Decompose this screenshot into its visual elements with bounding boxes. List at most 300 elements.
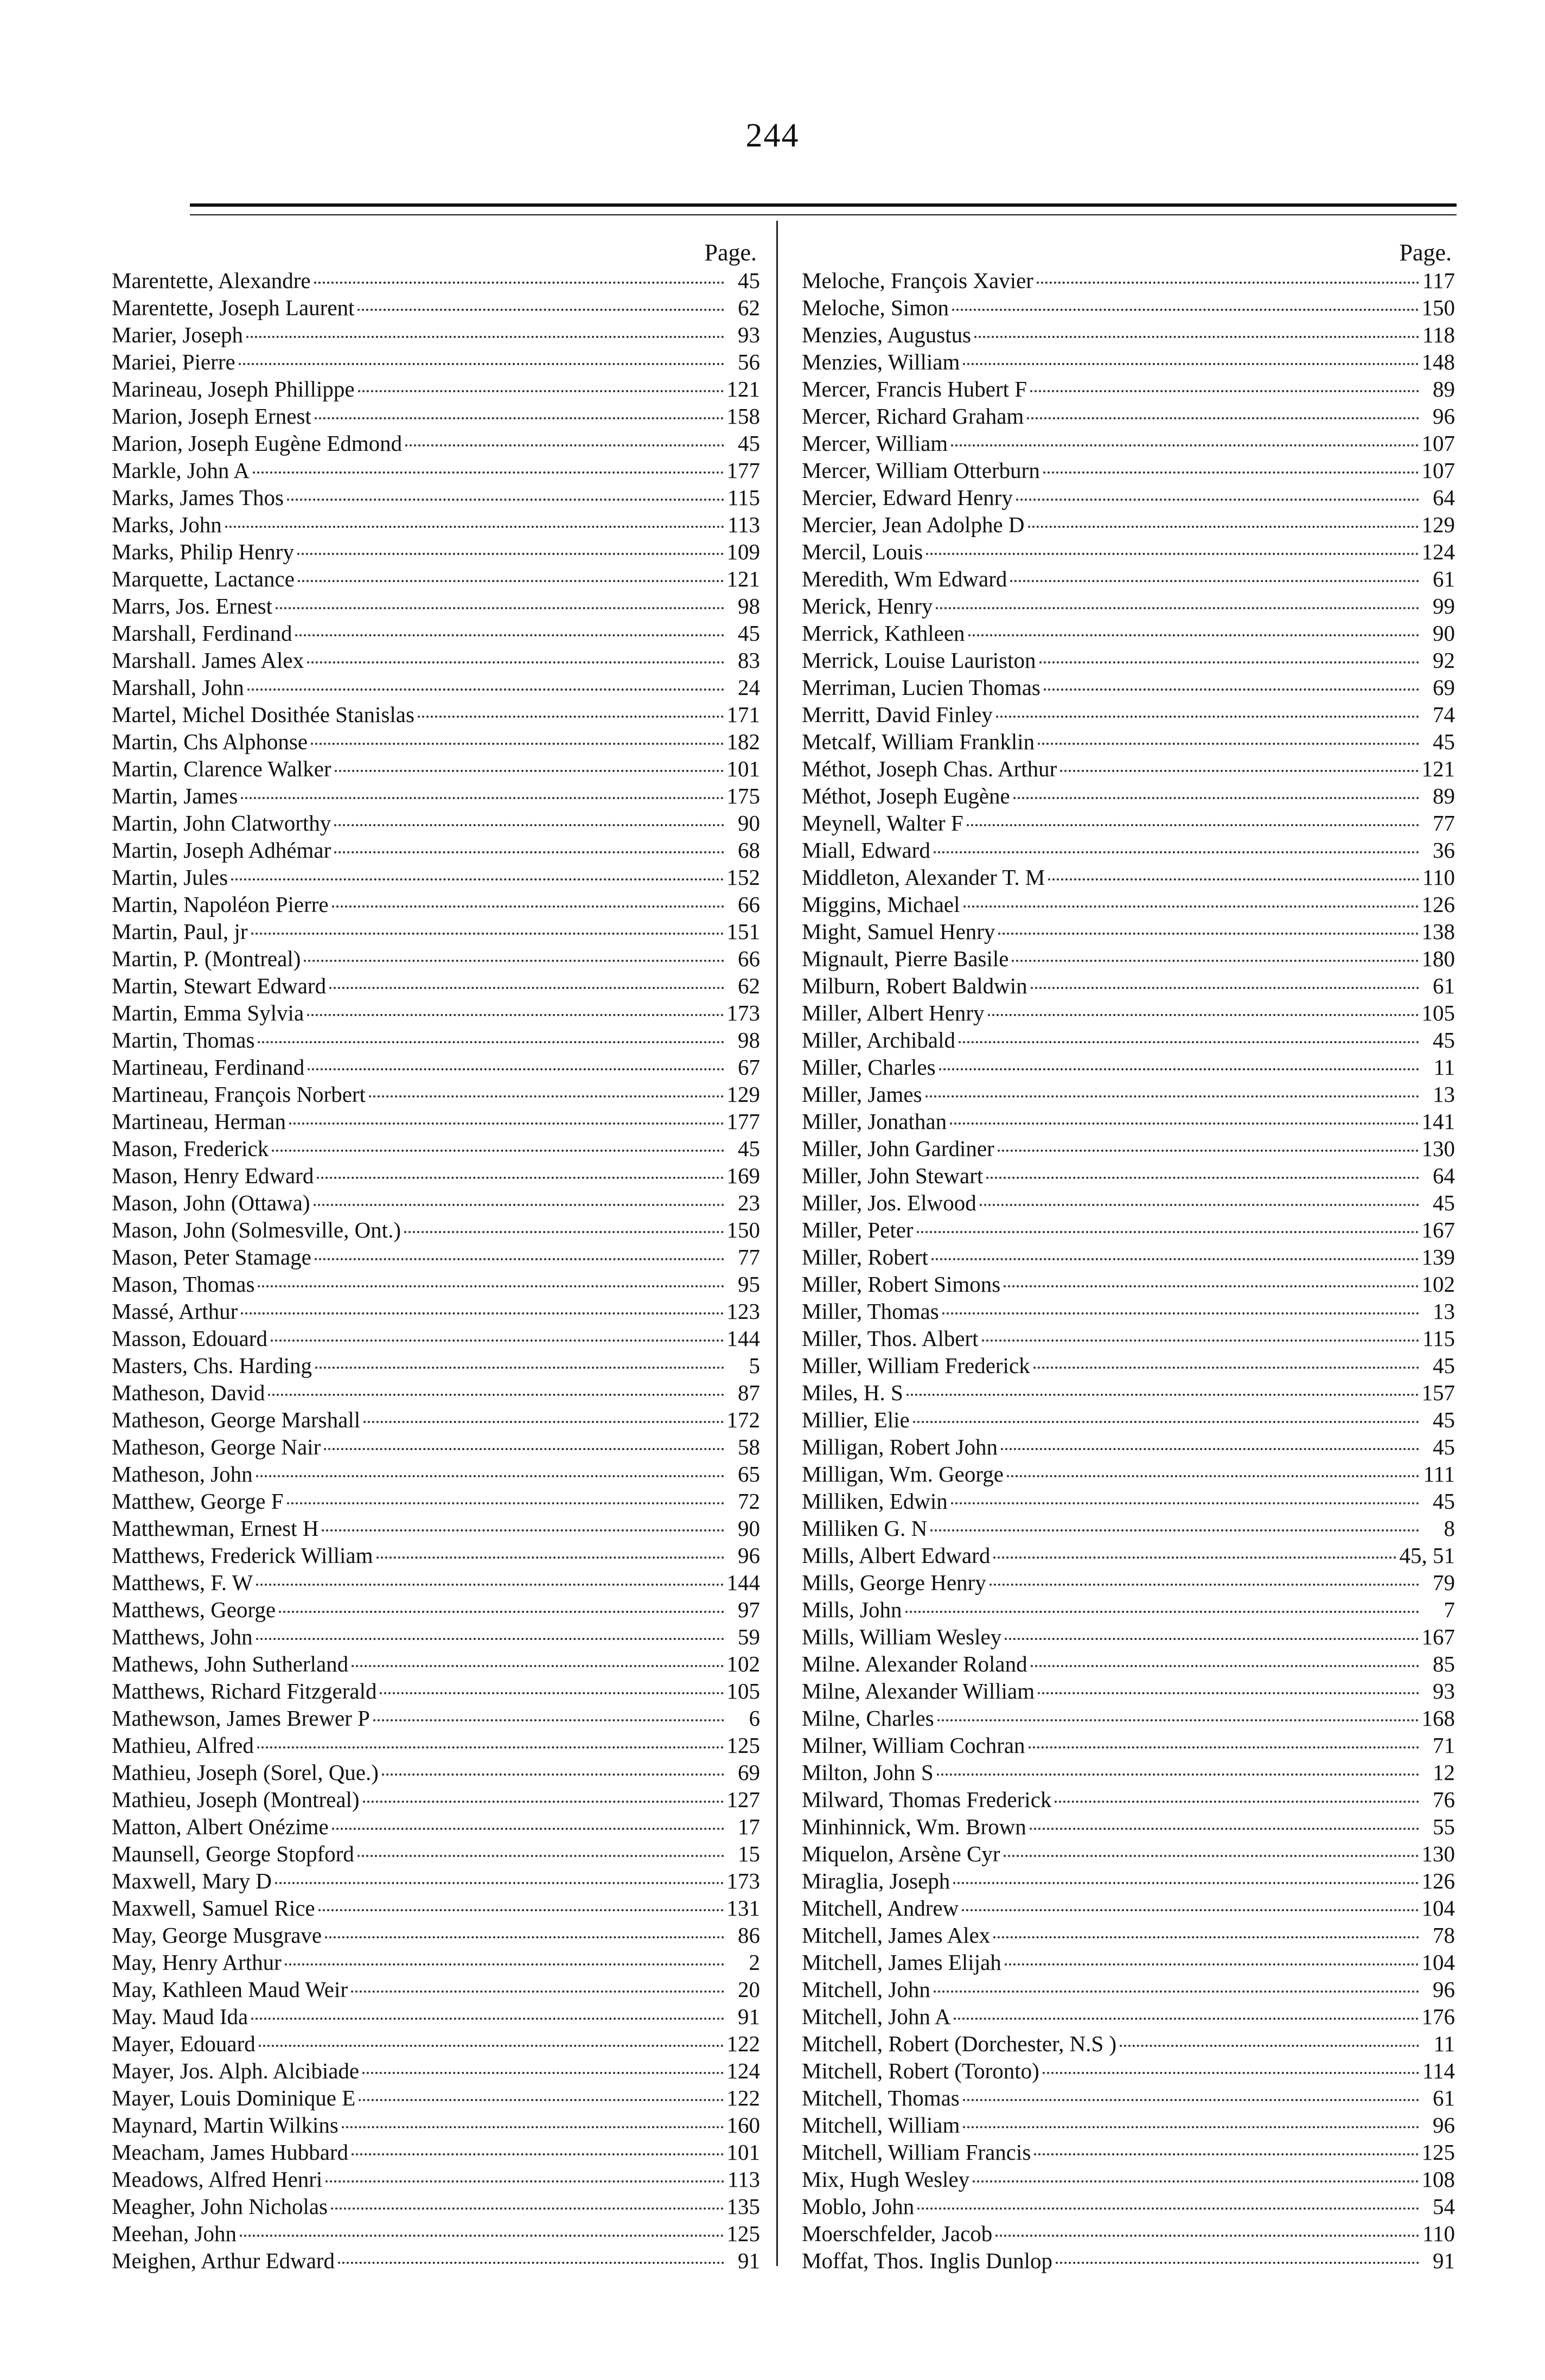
index-entry: [112, 294, 760, 321]
dot-leader: [988, 1014, 1419, 1016]
index-entry: [112, 2003, 760, 2030]
dot-leader: [225, 526, 724, 528]
entry-name: Martel, Michel Dosithée Stanislas: [112, 702, 414, 727]
entry-name: Meadows, Alfred Henri: [112, 2167, 323, 2192]
entry-page: 45: [1433, 1434, 1455, 1459]
index-entry: [802, 1325, 1455, 1352]
entry-page: 144: [726, 1326, 760, 1351]
index-entry: [112, 647, 760, 674]
dot-leader: [271, 1339, 724, 1342]
entry-name: Marion, Joseph Ernest: [112, 404, 311, 429]
entry-page: 114: [1422, 2058, 1455, 2083]
dot-leader: [241, 797, 723, 799]
entry-name: Minhinnick, Wm. Brown: [802, 1814, 1026, 1839]
index-entry: [802, 1189, 1455, 1216]
entry-page: 107: [1421, 431, 1455, 456]
entry-name: Martin, Emma Sylvia: [112, 1000, 304, 1025]
entry-name: Miller, John Stewart: [802, 1163, 984, 1188]
entry-name: Marks, John: [112, 512, 222, 537]
index-entry: [802, 1162, 1455, 1189]
entry-page: 167: [1421, 1217, 1455, 1242]
index-entry: [802, 1135, 1455, 1162]
entry-name: Matton, Albert Onézime: [112, 1814, 329, 1839]
index-entry: [802, 1271, 1455, 1298]
dot-leader: [968, 634, 1419, 636]
entry-name: Moblo, John: [802, 2194, 915, 2219]
index-entry: [112, 348, 760, 375]
entry-name: Matthews, Richard Fitzgerald: [112, 1679, 377, 1703]
dot-leader: [942, 1312, 1419, 1315]
entry-name: Mercier, Jean Adolphe D: [802, 512, 1025, 537]
entry-name: Mitchell, John A: [802, 2004, 951, 2029]
dot-leader: [1034, 2153, 1418, 2155]
dot-leader: [314, 282, 724, 284]
index-entry: [112, 1325, 760, 1352]
dot-leader: [995, 2235, 1419, 2237]
dot-leader: [905, 1611, 1419, 1613]
entry-page: 110: [1422, 865, 1455, 890]
entry-name: Mariei, Pierre: [112, 349, 235, 374]
index-entry: [112, 1596, 760, 1623]
entry-name: Marineau, Joseph Phillippe: [112, 377, 355, 401]
dot-leader: [331, 2207, 723, 2210]
index-entry: [112, 782, 760, 809]
index-entry: [112, 1623, 760, 1650]
entry-name: Matheson, David: [112, 1380, 265, 1405]
index-entry: [112, 403, 760, 430]
index-entry: [802, 2166, 1455, 2193]
dot-leader: [959, 1041, 1419, 1043]
index-entry: [802, 538, 1455, 565]
index-entry: [112, 1542, 760, 1569]
entry-page: 160: [726, 2113, 760, 2137]
index-entry: [802, 1406, 1455, 1433]
entry-page: 65: [738, 1462, 760, 1486]
index-entry: [112, 1813, 760, 1840]
dot-leader: [258, 1041, 724, 1043]
dot-leader: [993, 1556, 1396, 1559]
entry-name: Middleton, Alexander T. M: [802, 865, 1045, 890]
index-entry: [112, 1976, 760, 2003]
entry-page: 96: [1433, 2113, 1455, 2137]
entry-page: 89: [1433, 783, 1455, 808]
dot-leader: [352, 2153, 723, 2155]
entry-page: 129: [1421, 512, 1455, 537]
entry-page: 11: [1433, 2031, 1455, 2056]
entry-page: 124: [1421, 539, 1455, 564]
entry-page: 104: [1421, 1896, 1455, 1920]
index-entry: [112, 809, 760, 837]
entry-name: Meacham, James Hubbard: [112, 2140, 349, 2165]
right-index-list: [802, 267, 1455, 2274]
dot-leader: [1005, 1638, 1418, 1640]
entry-page: 93: [1433, 1679, 1455, 1703]
entry-page: 172: [726, 1407, 760, 1432]
entry-name: Mitchell, Thomas: [802, 2085, 960, 2110]
dot-leader: [1043, 471, 1419, 474]
dot-leader: [380, 1692, 723, 1694]
left-column: [112, 239, 760, 2274]
entry-page: 101: [726, 2140, 760, 2165]
entry-name: Martineau, François Norbert: [112, 1082, 366, 1107]
index-entry: [112, 1705, 760, 1732]
entry-page: 175: [726, 783, 760, 808]
index-entry: [112, 1406, 760, 1433]
index-entry: [802, 1650, 1455, 1677]
dot-leader: [996, 716, 1419, 718]
index-entry: [112, 620, 760, 647]
index-entry: [112, 267, 760, 294]
dot-leader: [1010, 580, 1419, 582]
dot-leader: [930, 1529, 1419, 1532]
dot-leader: [247, 688, 724, 691]
entry-name: Miller, William Frederick: [802, 1353, 1030, 1378]
entry-name: Mercer, Richard Graham: [802, 404, 1024, 429]
header-rule-thin: [190, 214, 1457, 215]
index-entry: [802, 403, 1455, 430]
index-entry: [112, 2030, 760, 2057]
entry-page: 95: [738, 1272, 760, 1297]
entry-page: 92: [1433, 648, 1455, 673]
entry-name: Matheson, George Nair: [112, 1434, 321, 1459]
index-entry: [112, 1108, 760, 1135]
entry-page: 171: [726, 702, 760, 727]
entry-name: Mix, Hugh Wesley: [802, 2167, 970, 2192]
entry-name: Mayer, Jos. Alph. Alcibiade: [112, 2058, 360, 2083]
entry-name: Miggins, Michael: [802, 892, 960, 917]
entry-name: Mayer, Edouard: [112, 2031, 256, 2056]
entry-name: Martin, P. (Montreal): [112, 946, 301, 971]
dot-leader: [272, 1150, 724, 1152]
entry-name: May. Maud Ida: [112, 2004, 248, 2029]
entry-name: Miller, Thos. Albert: [802, 1326, 979, 1351]
index-entry: [112, 1732, 760, 1759]
index-entry: [112, 837, 760, 864]
entry-page: 98: [738, 594, 760, 618]
entry-name: Meagher, John Nicholas: [112, 2194, 328, 2219]
index-entry: [802, 918, 1455, 945]
dot-leader: [1004, 1285, 1418, 1287]
entry-page: 7: [1444, 1597, 1455, 1622]
index-entry: [802, 891, 1455, 918]
entry-page: 118: [1422, 322, 1455, 347]
entry-name: Marentette, Alexandre: [112, 268, 311, 293]
entry-name: Mitchell, Robert (Toronto): [802, 2058, 1039, 2083]
dot-leader: [1007, 1475, 1419, 1477]
dot-leader: [982, 1339, 1419, 1342]
dot-leader: [993, 1936, 1419, 1938]
dot-leader: [925, 1095, 1419, 1098]
entry-name: Milne, Charles: [802, 1706, 934, 1731]
entry-page: 113: [727, 2167, 760, 2192]
entry-name: Mason, Thomas: [112, 1272, 255, 1297]
index-entry: [802, 592, 1455, 620]
index-entry: [802, 1243, 1455, 1271]
dot-leader: [980, 1204, 1419, 1206]
entry-name: Milligan, Wm. George: [802, 1462, 1004, 1486]
entry-name: Matthews, John: [112, 1624, 253, 1649]
entry-page: 173: [726, 1868, 760, 1893]
dot-leader: [950, 1122, 1418, 1125]
dot-leader: [1027, 417, 1419, 419]
entry-name: Miller, Jos. Elwood: [802, 1190, 976, 1215]
entry-name: Merriman, Lucien Thomas: [802, 675, 1040, 700]
index-entry: [112, 592, 760, 620]
index-entry: [802, 1922, 1455, 1949]
dot-leader: [931, 1258, 1419, 1260]
index-entry: [112, 565, 760, 592]
index-entry: [112, 538, 760, 565]
entry-name: Mercer, William: [802, 431, 948, 456]
entry-name: Marion, Joseph Eugène Edmond: [112, 431, 403, 456]
index-entry: [112, 1081, 760, 1108]
entry-page: 125: [726, 2221, 760, 2246]
index-entry: [802, 1596, 1455, 1623]
index-entry: [802, 1433, 1455, 1460]
entry-name: Mills, George Henry: [802, 1570, 986, 1595]
dot-leader: [926, 553, 1418, 555]
right-column: [802, 239, 1455, 2274]
dot-leader: [1013, 797, 1419, 799]
entry-page: 61: [1433, 2085, 1455, 2110]
entry-page: 64: [1433, 1163, 1455, 1188]
entry-name: Meloche, François Xavier: [802, 268, 1033, 293]
entry-name: Martineau, Ferdinand: [112, 1055, 305, 1080]
entry-page: 130: [1421, 1841, 1455, 1866]
index-entry: [112, 430, 760, 457]
index-entry: [112, 1460, 760, 1488]
entry-name: Martin, Stewart Edward: [112, 973, 327, 998]
entry-page: 122: [726, 2031, 760, 2056]
entry-name: Mason, Henry Edward: [112, 1163, 314, 1188]
entry-name: Mignault, Pierre Basile: [802, 946, 1009, 971]
entry-name: Matthews, Frederick William: [112, 1543, 373, 1568]
dot-leader: [315, 1258, 724, 1260]
entry-page: 45: [1433, 1489, 1455, 1514]
dot-leader: [332, 1828, 724, 1830]
entry-page: 111: [1423, 1462, 1455, 1486]
entry-name: Miquelon, Arsène Cyr: [802, 1841, 1000, 1866]
entry-page: 54: [1433, 2194, 1455, 2219]
dot-leader: [295, 634, 724, 636]
entry-page: 144: [726, 1570, 760, 1595]
index-entry: [802, 2057, 1455, 2084]
dot-leader: [307, 1014, 723, 1016]
entry-name: Milliken, Edwin: [802, 1489, 948, 1514]
index-entry: [802, 1786, 1455, 1813]
dot-leader: [1044, 688, 1419, 691]
index-entry: [802, 565, 1455, 592]
entry-page: 62: [738, 973, 760, 998]
index-entry: [802, 511, 1455, 538]
entry-page: 76: [1433, 1787, 1455, 1812]
dot-leader: [246, 336, 724, 338]
entry-name: Mathews, John Sutherland: [112, 1651, 349, 1676]
dot-leader: [258, 1285, 724, 1287]
index-entry: [802, 1732, 1455, 1759]
index-entry: [112, 457, 760, 484]
entry-page: 115: [1422, 1326, 1455, 1351]
entry-page: 61: [1433, 973, 1455, 998]
entry-name: Miller, Thomas: [802, 1299, 939, 1324]
dot-leader: [373, 1719, 724, 1721]
index-entry: [802, 1488, 1455, 1515]
entry-name: Meynell, Walter F: [802, 811, 963, 835]
entry-page: 45, 51: [1399, 1543, 1455, 1568]
entry-page: 13: [1433, 1082, 1455, 1107]
index-entry: [112, 1515, 760, 1542]
entry-name: Mitchell, James Alex: [802, 1923, 991, 1948]
dot-leader: [1031, 987, 1419, 989]
index-entry: [802, 2003, 1455, 2030]
dot-leader: [934, 851, 1419, 853]
entry-page: 127: [726, 1787, 760, 1812]
entry-name: Miller, James: [802, 1082, 922, 1107]
index-entry: [112, 2166, 760, 2193]
entry-name: Maxwell, Mary D: [112, 1868, 272, 1893]
dot-leader: [307, 661, 724, 663]
dot-leader: [362, 2072, 723, 2074]
entry-page: 110: [1422, 2221, 1455, 2246]
entry-page: 69: [1433, 675, 1455, 700]
dot-leader: [1012, 960, 1418, 962]
dot-leader: [324, 1448, 724, 1450]
dot-leader: [359, 2099, 723, 2101]
entry-page: 150: [726, 1217, 760, 1242]
dot-leader: [963, 2099, 1419, 2101]
entry-name: Milne. Alexander Roland: [802, 1651, 1027, 1676]
dot-leader: [963, 905, 1419, 908]
index-entry: [802, 1840, 1455, 1867]
dot-leader: [1056, 2262, 1419, 2264]
index-entry: [802, 809, 1455, 837]
entry-page: 77: [1433, 811, 1455, 835]
index-entry: [112, 1569, 760, 1596]
entry-name: Marshall. James Alex: [112, 648, 304, 673]
dot-leader: [240, 2235, 723, 2237]
index-entry: [802, 1623, 1455, 1650]
entry-page: 8: [1444, 1516, 1455, 1541]
entry-name: Mitchell, William Francis: [802, 2140, 1031, 2165]
dot-leader: [289, 1122, 723, 1125]
entry-page: 45: [1433, 1190, 1455, 1215]
entry-name: Mitchell, Andrew: [802, 1896, 959, 1920]
dot-leader: [369, 1095, 724, 1098]
dot-leader: [257, 1746, 724, 1749]
index-entry: [112, 2084, 760, 2111]
dot-leader: [251, 2018, 724, 2020]
index-entry: [802, 294, 1455, 321]
dot-leader: [1028, 526, 1419, 528]
dot-leader: [298, 580, 724, 582]
dot-leader: [318, 1909, 724, 1911]
dot-leader: [322, 1529, 724, 1532]
entry-name: May, Henry Arthur: [112, 1950, 282, 1975]
entry-name: Mercil, Louis: [802, 539, 923, 564]
index-entry: [802, 728, 1455, 755]
entry-name: Might, Samuel Henry: [802, 919, 995, 944]
index-entry: [802, 620, 1455, 647]
index-entry: [802, 674, 1455, 701]
entry-name: Milne, Alexander William: [802, 1679, 1035, 1703]
index-entry: [802, 1894, 1455, 1922]
entry-name: Milner, William Cochran: [802, 1733, 1025, 1758]
dot-leader: [1033, 1367, 1419, 1369]
dot-leader: [404, 1231, 724, 1233]
entry-page: 177: [726, 1109, 760, 1134]
index-entry: [802, 430, 1455, 457]
index-entry: [112, 1026, 760, 1054]
entry-page: 78: [1433, 1923, 1455, 1948]
dot-leader: [342, 2126, 724, 2128]
dot-leader: [1048, 878, 1419, 880]
dot-leader: [1060, 770, 1418, 772]
left-page-header: Page.: [704, 239, 757, 266]
entry-name: Martin, John Clatworthy: [112, 811, 331, 835]
entry-page: 115: [727, 485, 760, 510]
dot-leader: [276, 607, 724, 609]
entry-name: Mathieu, Alfred: [112, 1733, 254, 1758]
entry-name: Mason, Frederick: [112, 1136, 269, 1161]
dot-leader: [937, 1773, 1419, 1776]
dot-leader: [253, 471, 724, 474]
index-entry: [112, 1949, 760, 1976]
entry-name: Miall, Edward: [802, 838, 930, 863]
entry-page: 86: [738, 1923, 760, 1948]
entry-page: 56: [738, 349, 760, 374]
entry-name: Miller, Jonathan: [802, 1109, 947, 1134]
dot-leader: [405, 444, 724, 446]
entry-page: 176: [1421, 2004, 1455, 2029]
dot-leader: [325, 2180, 724, 2183]
entry-name: Mitchell, Robert (Dorchester, N.S ): [802, 2031, 1117, 2056]
entry-page: 152: [726, 865, 760, 890]
index-entry: [112, 1271, 760, 1298]
index-entry: [112, 1677, 760, 1705]
entry-name: Martin, Paul, jr: [112, 919, 248, 944]
entry-name: Miles, H. S: [802, 1380, 903, 1405]
index-entry: [802, 1677, 1455, 1705]
dot-leader: [936, 607, 1419, 609]
dot-leader: [308, 1068, 724, 1070]
entry-page: 11: [1433, 1055, 1455, 1080]
column-divider: [776, 221, 778, 2266]
dot-leader: [1001, 1448, 1419, 1450]
entry-name: Marentette, Joseph Laurent: [112, 295, 355, 320]
entry-page: 71: [1433, 1733, 1455, 1758]
entry-page: 74: [1433, 702, 1455, 727]
index-entry: [112, 2247, 760, 2274]
dot-leader: [967, 824, 1419, 826]
entry-page: 91: [1433, 2248, 1455, 2273]
index-entry: [802, 755, 1455, 782]
entry-name: Milliken G. N: [802, 1516, 928, 1541]
entry-page: 121: [726, 377, 760, 401]
index-entry: [112, 755, 760, 782]
entry-name: Mitchell, James Elijah: [802, 1950, 1001, 1975]
index-entry: [802, 484, 1455, 511]
entry-page: 169: [726, 1163, 760, 1188]
dot-leader: [1055, 1801, 1419, 1803]
entry-name: Matthews, F. W: [112, 1570, 253, 1595]
entry-page: 24: [738, 675, 760, 700]
entry-page: 104: [1421, 1950, 1455, 1975]
entry-name: Merritt, David Finley: [802, 702, 993, 727]
entry-name: Miller, Archibald: [802, 1028, 956, 1052]
entry-page: 96: [738, 1543, 760, 1568]
entry-page: 79: [1433, 1570, 1455, 1595]
index-entry: [112, 1243, 760, 1271]
